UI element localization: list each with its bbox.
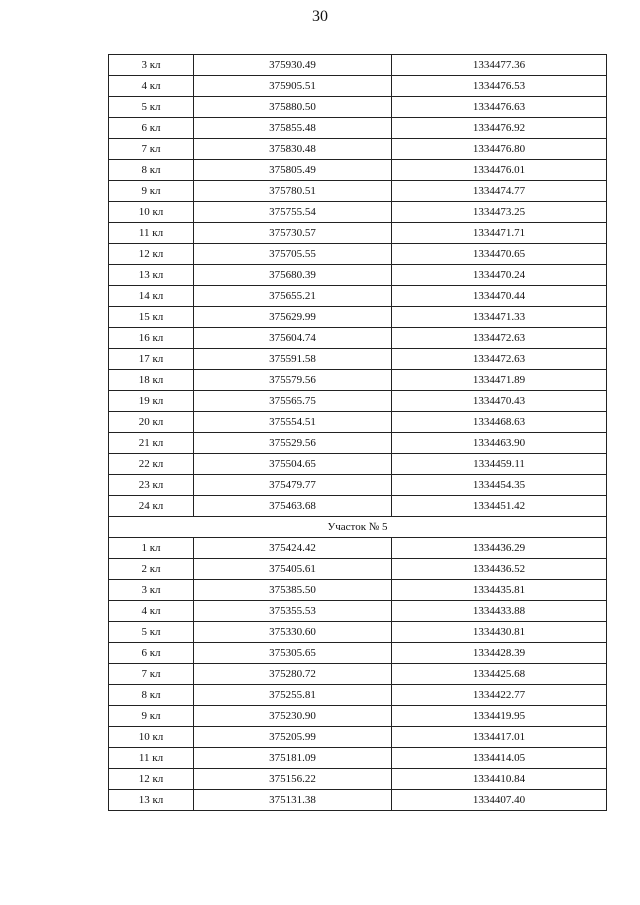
point-cell: 11 кл	[109, 223, 194, 244]
table-row	[109, 580, 607, 601]
point-cell: 13 кл	[109, 265, 194, 286]
table-row	[109, 265, 607, 286]
point-cell: 6 кл	[109, 643, 194, 664]
point-cell: 4 кл	[109, 76, 194, 97]
y-coordinate-cell: 1334436.29	[392, 538, 607, 559]
table-row	[109, 76, 607, 97]
y-coordinate-cell: 1334472.63	[392, 349, 607, 370]
y-coordinate-cell: 1334470.43	[392, 391, 607, 412]
y-coordinate-cell: 1334417.01	[392, 727, 607, 748]
point-cell: 9 кл	[109, 181, 194, 202]
y-coordinate-cell: 1334436.52	[392, 559, 607, 580]
point-cell: 3 кл	[109, 580, 194, 601]
section-header-row	[109, 517, 607, 538]
point-cell: 16 кл	[109, 328, 194, 349]
x-coordinate-cell: 375463.68	[194, 496, 392, 517]
x-coordinate-cell: 375255.81	[194, 685, 392, 706]
point-cell: 10 кл	[109, 727, 194, 748]
y-coordinate-cell: 1334476.80	[392, 139, 607, 160]
y-coordinate-cell: 1334471.71	[392, 223, 607, 244]
x-coordinate-cell: 375156.22	[194, 769, 392, 790]
y-coordinate-cell: 1334433.88	[392, 601, 607, 622]
table-row	[109, 328, 607, 349]
y-coordinate-cell: 1334476.63	[392, 97, 607, 118]
x-coordinate-cell: 375604.74	[194, 328, 392, 349]
point-cell: 2 кл	[109, 559, 194, 580]
y-coordinate-cell: 1334476.92	[392, 118, 607, 139]
coordinates-table-body	[109, 55, 607, 811]
x-coordinate-cell: 375385.50	[194, 580, 392, 601]
y-coordinate-cell: 1334470.44	[392, 286, 607, 307]
x-coordinate-cell: 375181.09	[194, 748, 392, 769]
x-coordinate-cell: 375205.99	[194, 727, 392, 748]
x-coordinate-cell: 375131.38	[194, 790, 392, 811]
x-coordinate-cell: 375230.90	[194, 706, 392, 727]
point-cell: 6 кл	[109, 118, 194, 139]
table-row	[109, 118, 607, 139]
point-cell: 12 кл	[109, 244, 194, 265]
point-cell: 3 кл	[109, 55, 194, 76]
point-cell: 14 кл	[109, 286, 194, 307]
point-cell: 23 кл	[109, 475, 194, 496]
x-coordinate-cell: 375755.54	[194, 202, 392, 223]
y-coordinate-cell: 1334419.95	[392, 706, 607, 727]
point-cell: 18 кл	[109, 370, 194, 391]
table-row	[109, 202, 607, 223]
table-row	[109, 622, 607, 643]
table-row	[109, 307, 607, 328]
y-coordinate-cell: 1334430.81	[392, 622, 607, 643]
x-coordinate-cell: 375280.72	[194, 664, 392, 685]
y-coordinate-cell: 1334474.77	[392, 181, 607, 202]
y-coordinate-cell: 1334463.90	[392, 433, 607, 454]
x-coordinate-cell: 375305.65	[194, 643, 392, 664]
x-coordinate-cell: 375855.48	[194, 118, 392, 139]
table-row	[109, 370, 607, 391]
y-coordinate-cell: 1334454.35	[392, 475, 607, 496]
table-row	[109, 643, 607, 664]
y-coordinate-cell: 1334470.65	[392, 244, 607, 265]
x-coordinate-cell: 375655.21	[194, 286, 392, 307]
table-row	[109, 433, 607, 454]
y-coordinate-cell: 1334471.89	[392, 370, 607, 391]
point-cell: 5 кл	[109, 97, 194, 118]
y-coordinate-cell: 1334451.42	[392, 496, 607, 517]
x-coordinate-cell: 375629.99	[194, 307, 392, 328]
table-row	[109, 223, 607, 244]
point-cell: 11 кл	[109, 748, 194, 769]
table-row	[109, 706, 607, 727]
y-coordinate-cell: 1334459.11	[392, 454, 607, 475]
y-coordinate-cell: 1334477.36	[392, 55, 607, 76]
point-cell: 1 кл	[109, 538, 194, 559]
table-row	[109, 790, 607, 811]
x-coordinate-cell: 375479.77	[194, 475, 392, 496]
table-row	[109, 139, 607, 160]
point-cell: 10 кл	[109, 202, 194, 223]
point-cell: 13 кл	[109, 790, 194, 811]
point-cell: 12 кл	[109, 769, 194, 790]
point-cell: 19 кл	[109, 391, 194, 412]
y-coordinate-cell: 1334476.53	[392, 76, 607, 97]
y-coordinate-cell: 1334473.25	[392, 202, 607, 223]
x-coordinate-cell: 375905.51	[194, 76, 392, 97]
table-row	[109, 454, 607, 475]
y-coordinate-cell: 1334410.84	[392, 769, 607, 790]
page-number: 30	[312, 8, 328, 25]
y-coordinate-cell: 1334422.77	[392, 685, 607, 706]
point-cell: 9 кл	[109, 706, 194, 727]
table-row	[109, 685, 607, 706]
y-coordinate-cell: 1334471.33	[392, 307, 607, 328]
table-row	[109, 748, 607, 769]
table-row	[109, 286, 607, 307]
point-cell: 8 кл	[109, 160, 194, 181]
x-coordinate-cell: 375830.48	[194, 139, 392, 160]
x-coordinate-cell: 375554.51	[194, 412, 392, 433]
x-coordinate-cell: 375730.57	[194, 223, 392, 244]
table-row	[109, 55, 607, 76]
table-row	[109, 475, 607, 496]
point-cell: 4 кл	[109, 601, 194, 622]
table-row	[109, 412, 607, 433]
x-coordinate-cell: 375579.56	[194, 370, 392, 391]
point-cell: 7 кл	[109, 139, 194, 160]
point-cell: 17 кл	[109, 349, 194, 370]
table-row	[109, 664, 607, 685]
table-row	[109, 349, 607, 370]
table-row	[109, 727, 607, 748]
x-coordinate-cell: 375504.65	[194, 454, 392, 475]
y-coordinate-cell: 1334468.63	[392, 412, 607, 433]
x-coordinate-cell: 375529.56	[194, 433, 392, 454]
y-coordinate-cell: 1334428.39	[392, 643, 607, 664]
x-coordinate-cell: 375805.49	[194, 160, 392, 181]
point-cell: 8 кл	[109, 685, 194, 706]
y-coordinate-cell: 1334470.24	[392, 265, 607, 286]
table-row	[109, 538, 607, 559]
point-cell: 15 кл	[109, 307, 194, 328]
coordinates-table	[108, 54, 607, 811]
x-coordinate-cell: 375424.42	[194, 538, 392, 559]
point-cell: 5 кл	[109, 622, 194, 643]
x-coordinate-cell: 375565.75	[194, 391, 392, 412]
x-coordinate-cell: 375780.51	[194, 181, 392, 202]
table-row	[109, 181, 607, 202]
y-coordinate-cell: 1334407.40	[392, 790, 607, 811]
point-cell: 7 кл	[109, 664, 194, 685]
y-coordinate-cell: 1334476.01	[392, 160, 607, 181]
y-coordinate-cell: 1334414.05	[392, 748, 607, 769]
y-coordinate-cell: 1334472.63	[392, 328, 607, 349]
y-coordinate-cell: 1334435.81	[392, 580, 607, 601]
x-coordinate-cell: 375330.60	[194, 622, 392, 643]
x-coordinate-cell: 375880.50	[194, 97, 392, 118]
x-coordinate-cell: 375930.49	[194, 55, 392, 76]
x-coordinate-cell: 375591.58	[194, 349, 392, 370]
y-coordinate-cell: 1334425.68	[392, 664, 607, 685]
table-row	[109, 391, 607, 412]
point-cell: 21 кл	[109, 433, 194, 454]
table-row	[109, 601, 607, 622]
point-cell: 22 кл	[109, 454, 194, 475]
table-row	[109, 160, 607, 181]
x-coordinate-cell: 375355.53	[194, 601, 392, 622]
table-row	[109, 769, 607, 790]
section-title: Участок № 5	[109, 517, 607, 538]
point-cell: 20 кл	[109, 412, 194, 433]
table-row	[109, 244, 607, 265]
table-row	[109, 559, 607, 580]
x-coordinate-cell: 375405.61	[194, 559, 392, 580]
table-row	[109, 496, 607, 517]
x-coordinate-cell: 375705.55	[194, 244, 392, 265]
point-cell: 24 кл	[109, 496, 194, 517]
x-coordinate-cell: 375680.39	[194, 265, 392, 286]
table-row	[109, 97, 607, 118]
